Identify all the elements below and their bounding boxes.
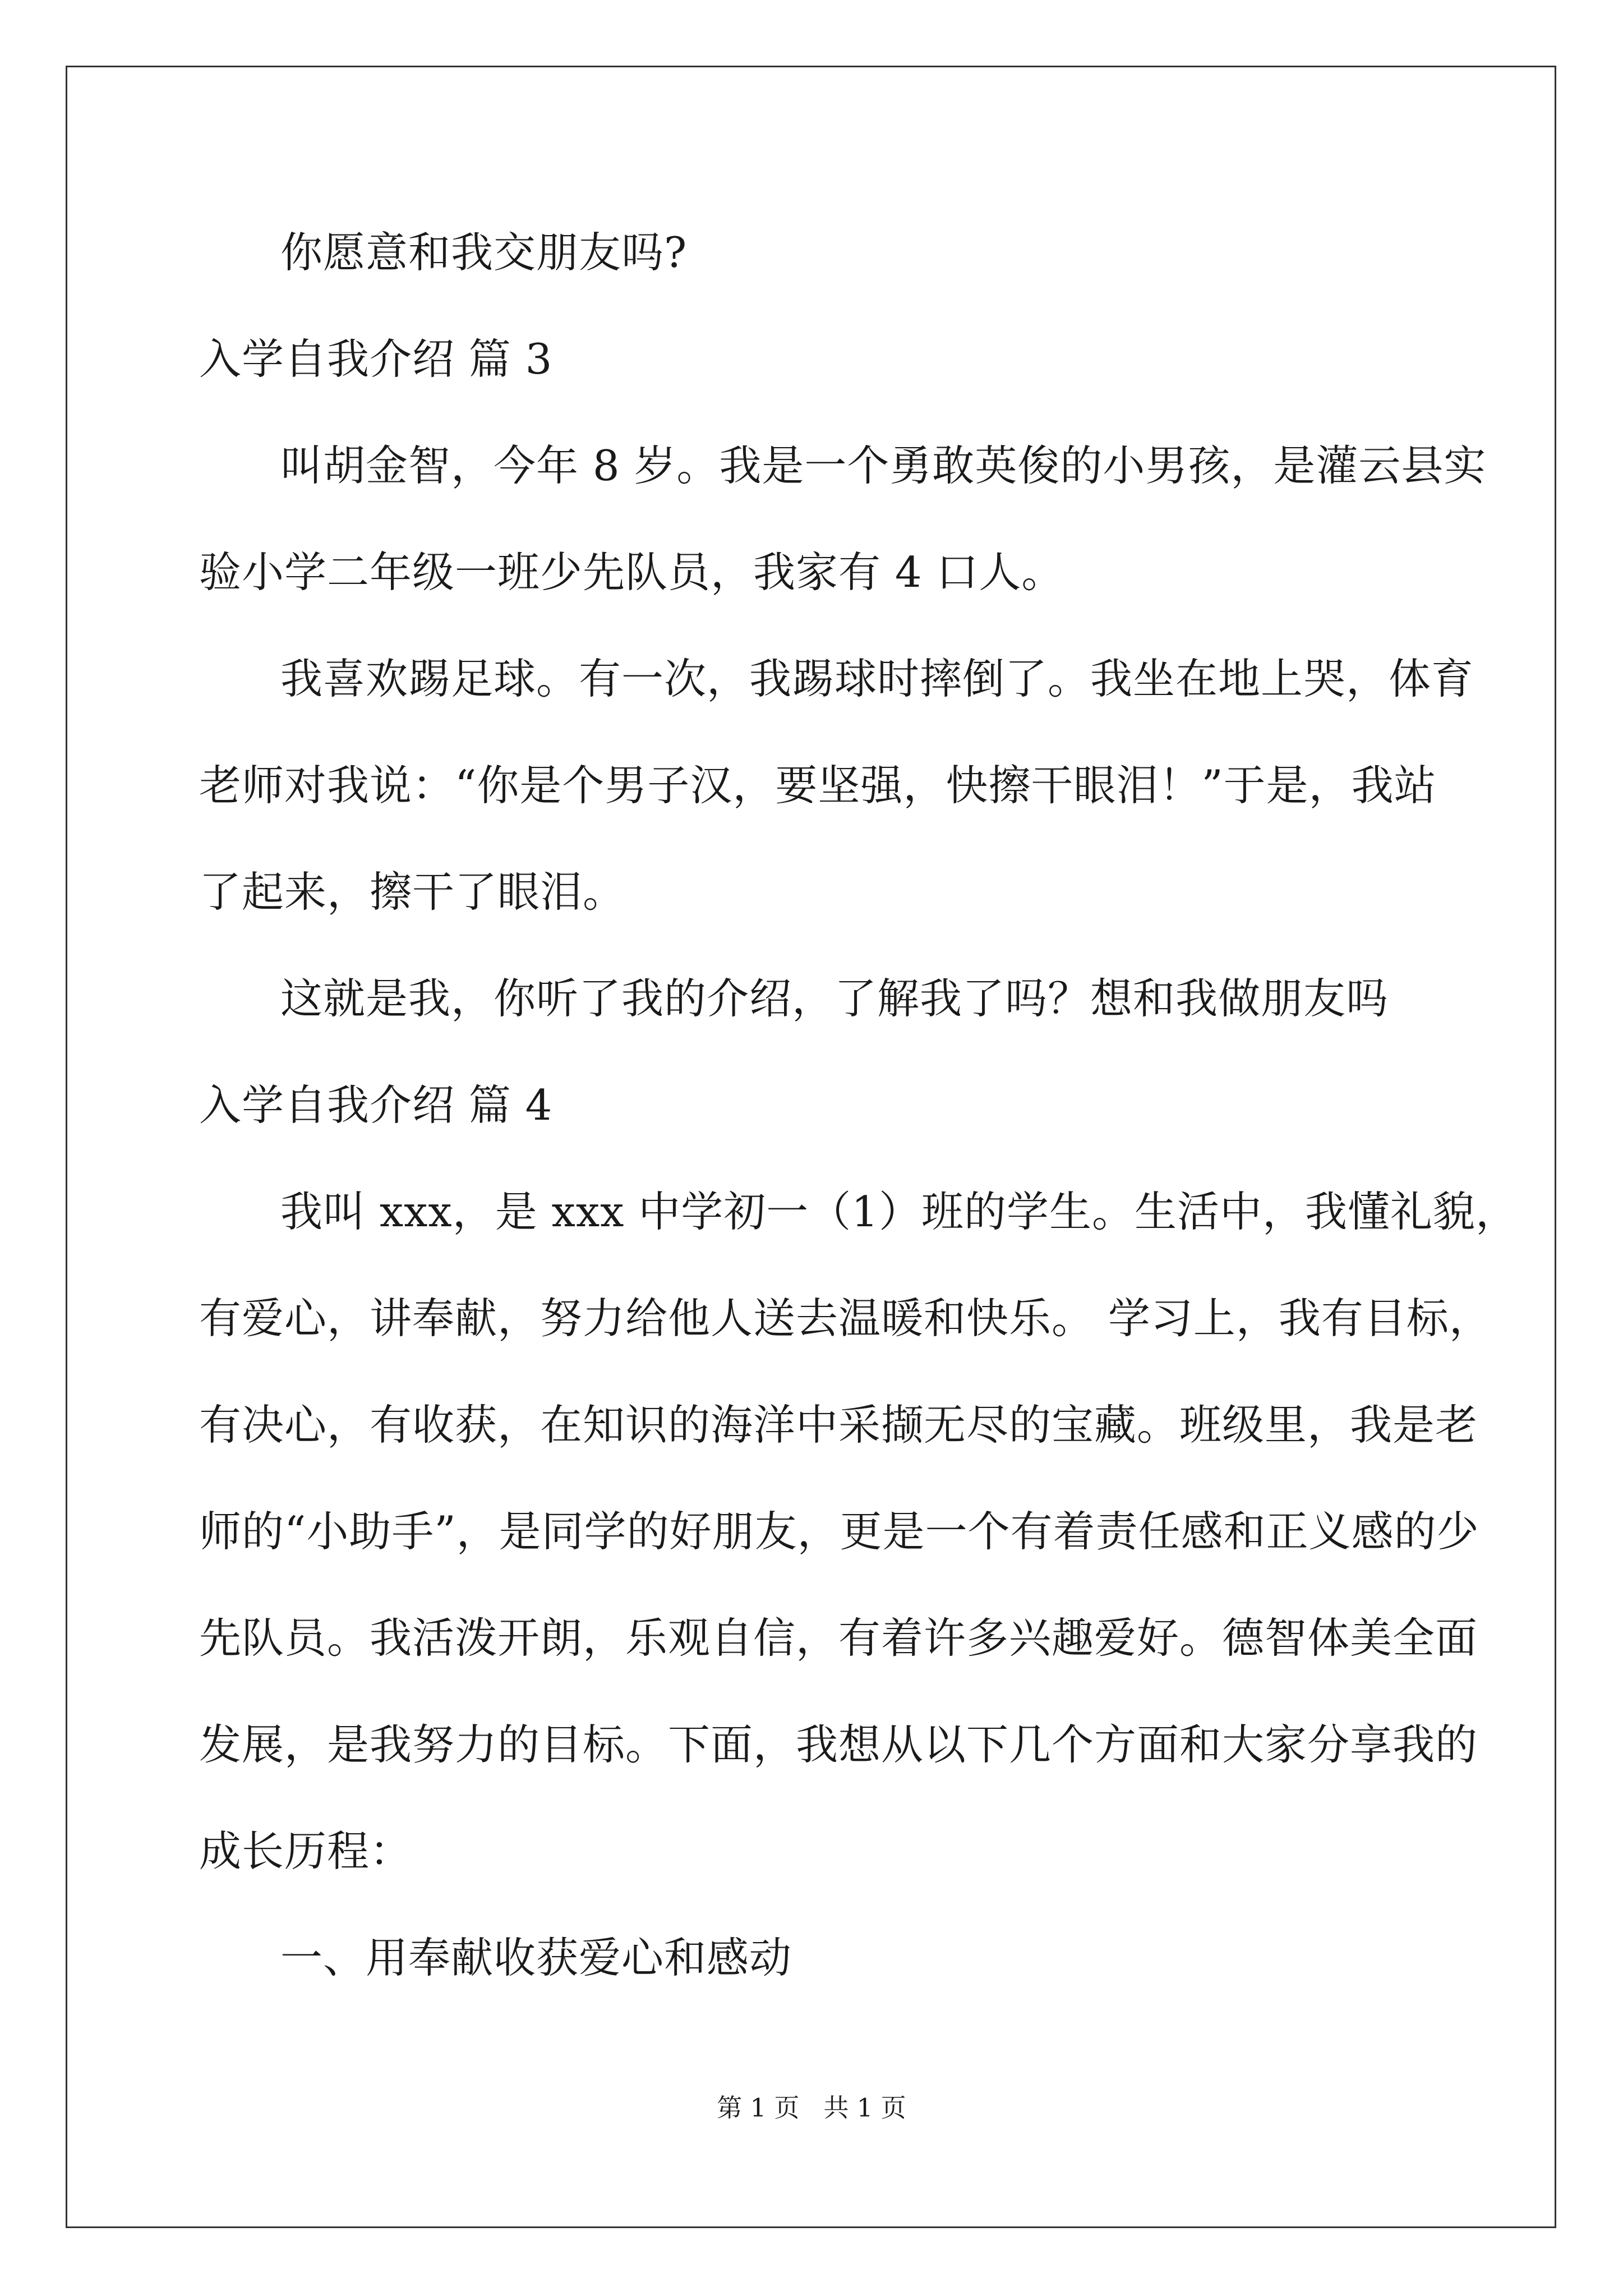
paragraph-line: 有爱心，讲奉献，努力给他人送去温暖和快乐。 学习上，我有目标， [199, 1294, 1492, 1343]
paragraph-line: 成长历程： [199, 1826, 413, 1876]
paragraph-line: 验小学二年级一班少先队员，我家有 4 口人。 [199, 547, 1064, 597]
paragraph-line: 发展，是我努力的目标。下面，我想从以下几个方面和大家分享我的 [199, 1720, 1478, 1769]
paragraph-line: 有决心，有收获，在知识的海洋中采撷无尽的宝藏。班级里，我是老 [199, 1400, 1478, 1450]
subheading-line: 一、用奉献收获爱心和感动 [280, 1933, 792, 1982]
paragraph-line: 了起来，擦干了眼泪。 [199, 867, 626, 917]
section-heading-4: 入学自我介绍 篇 4 [199, 1080, 553, 1130]
paragraph-line: 这就是我，你听了我的介绍，了解我了吗？想和我做朋友吗 [280, 974, 1389, 1023]
paragraph-line: 先队员。我活泼开朗，乐观自信，有着许多兴趣爱好。德智体美全面 [199, 1613, 1478, 1663]
paragraph-line: 你愿意和我交朋友吗? [280, 228, 688, 277]
paragraph-line: 师的“小助手”，是同学的好朋友，更是一个有着责任感和正义感的少 [199, 1507, 1479, 1556]
paragraph-line: 我喜欢踢足球。有一次，我踢球时摔倒了。我坐在地上哭，体育 [280, 654, 1474, 703]
page-number-footer: 第 1 页 共 1 页 [717, 2093, 906, 2123]
page-border [66, 66, 1556, 2228]
paragraph-line: 叫胡金智，今年 8 岁。我是一个勇敢英俊的小男孩，是灌云县实 [280, 441, 1487, 490]
paragraph-line: 我叫 xxx，是 xxx 中学初一（1）班的学生。生活中，我懂礼貌， [280, 1187, 1519, 1236]
section-heading-3: 入学自我介绍 篇 3 [199, 334, 553, 384]
paragraph-line: 老师对我说：“你是个男子汉，要坚强，快擦干眼泪！”于是，我站 [199, 761, 1437, 810]
